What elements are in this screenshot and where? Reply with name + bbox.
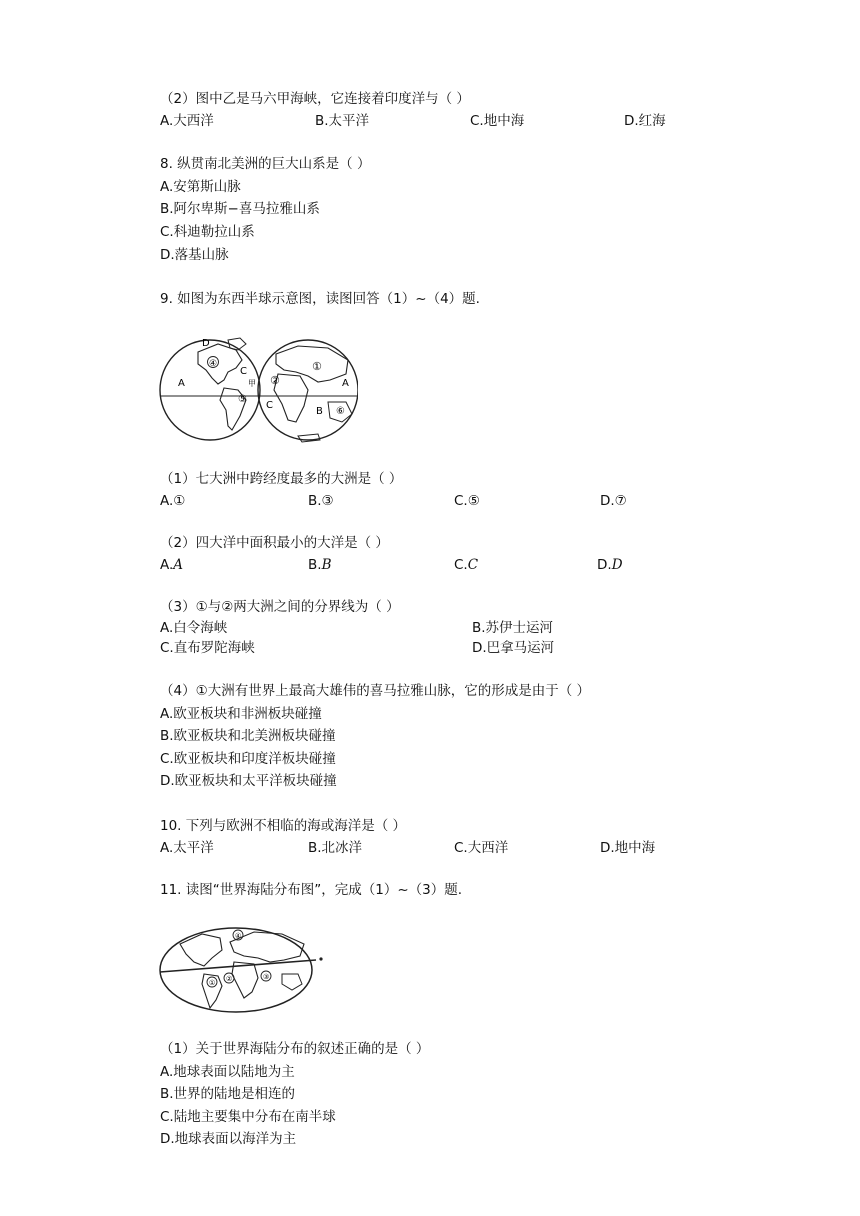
q10-option-c[interactable]: C.大西洋 bbox=[454, 840, 509, 856]
q11-stem: 11. 读图“世界海陆分布图”，完成（1）~（3）题. bbox=[160, 882, 463, 898]
q10-option-a[interactable]: A.太平洋 bbox=[160, 840, 214, 856]
world-map-label-4: ④ bbox=[235, 932, 242, 940]
q9-2-option-d[interactable]: D.D bbox=[597, 557, 623, 573]
q7-2-option-a[interactable]: A.大西洋 bbox=[160, 113, 214, 129]
q11-1-option-d[interactable]: D.地球表面以海洋为主 bbox=[160, 1131, 297, 1147]
q11-1-stem: （1）关于世界海陆分布的叙述正确的是（ ） bbox=[160, 1041, 430, 1057]
q9-3-option-b[interactable]: B.苏伊士运河 bbox=[472, 620, 554, 636]
map-label-2: ② bbox=[270, 374, 280, 387]
q9-3-option-a[interactable]: A.白令海峡 bbox=[160, 620, 228, 636]
world-map-label-3: ③ bbox=[263, 973, 270, 981]
q9-1-option-a[interactable]: A.① bbox=[160, 493, 186, 509]
q8-option-c[interactable]: C.科迪勒拉山系 bbox=[160, 224, 255, 240]
q9-3-option-d[interactable]: D.巴拿马运河 bbox=[472, 640, 555, 656]
map-label-a-west: A bbox=[178, 378, 185, 389]
q7-2-option-d[interactable]: D.红海 bbox=[624, 113, 666, 129]
world-map-label-2: ② bbox=[226, 975, 233, 983]
map-label-b: B bbox=[316, 406, 323, 417]
q9-4-option-c[interactable]: C.欧亚板块和印度洋板块碰撞 bbox=[160, 751, 336, 767]
q8-option-b[interactable]: B.阿尔卑斯−喜马拉雅山系 bbox=[160, 201, 320, 217]
q9-4-stem: （4）①大洲有世界上最高大雄伟的喜马拉雅山脉，它的形成是由于（ ） bbox=[160, 683, 590, 699]
q9-4-option-d[interactable]: D.欧亚板块和太平洋板块碰撞 bbox=[160, 773, 337, 789]
world-land-sea-map bbox=[158, 922, 328, 1017]
q9-4-option-a[interactable]: A.欧亚板块和非洲板块碰撞 bbox=[160, 706, 322, 722]
map-label-d: D bbox=[202, 338, 210, 349]
q9-1-option-d[interactable]: D.⑦ bbox=[600, 493, 627, 509]
q9-2-option-b[interactable]: B.B bbox=[308, 557, 332, 573]
world-map-label-1: ① bbox=[209, 979, 216, 987]
map-label-c-east: C bbox=[266, 400, 273, 411]
q10-option-b[interactable]: B.北冰洋 bbox=[308, 840, 363, 856]
q8-stem: 8. 纵贯南北美洲的巨大山系是（ ） bbox=[160, 156, 371, 172]
q8-option-a[interactable]: A.安第斯山脉 bbox=[160, 179, 241, 195]
q10-option-d[interactable]: D.地中海 bbox=[600, 840, 656, 856]
map-label-1: ① bbox=[312, 360, 322, 373]
q7-2-option-b[interactable]: B.太平洋 bbox=[315, 113, 370, 129]
q7-2-stem: （2）图中乙是马六甲海峡，它连接着印度洋与（ ） bbox=[160, 91, 470, 107]
q7-2-option-c[interactable]: C.地中海 bbox=[470, 113, 525, 129]
map-label-4: ④ bbox=[209, 359, 218, 369]
map-label-jia: 甲 bbox=[248, 379, 256, 388]
q9-1-stem: （1）七大洲中跨经度最多的大洲是（ ） bbox=[160, 471, 403, 487]
q10-stem: 10. 下列与欧洲不相临的海或海洋是（ ） bbox=[160, 818, 407, 834]
map-label-c-west: C bbox=[240, 366, 247, 377]
q9-stem: 9. 如图为东西半球示意图，读图回答（1）~（4）题. bbox=[160, 291, 480, 307]
q9-2-option-c[interactable]: C.C bbox=[454, 557, 479, 573]
q9-4-option-b[interactable]: B.欧亚板块和北美洲板块碰撞 bbox=[160, 728, 336, 744]
map-label-6: ⑥ bbox=[336, 406, 345, 417]
q11-1-option-b[interactable]: B.世界的陆地是相连的 bbox=[160, 1086, 296, 1102]
hemispheres-map bbox=[158, 330, 358, 450]
q9-1-option-c[interactable]: C.⑤ bbox=[454, 493, 480, 509]
q11-1-option-a[interactable]: A.地球表面以陆地为主 bbox=[160, 1064, 295, 1080]
q9-3-option-c[interactable]: C.直布罗陀海峡 bbox=[160, 640, 255, 656]
q9-1-option-b[interactable]: B.③ bbox=[308, 493, 334, 509]
q8-option-d[interactable]: D.落基山脉 bbox=[160, 247, 229, 263]
q9-2-option-a[interactable]: A.A bbox=[160, 557, 184, 573]
map-label-a-east: A bbox=[342, 378, 349, 389]
map-label-5: ⑤ bbox=[238, 394, 247, 405]
q9-2-stem: （2）四大洋中面积最小的大洋是（ ） bbox=[160, 535, 389, 551]
q11-1-option-c[interactable]: C.陆地主要集中分布在南半球 bbox=[160, 1109, 336, 1125]
q9-3-stem: （3）①与②两大洲之间的分界线为（ ） bbox=[160, 599, 400, 615]
